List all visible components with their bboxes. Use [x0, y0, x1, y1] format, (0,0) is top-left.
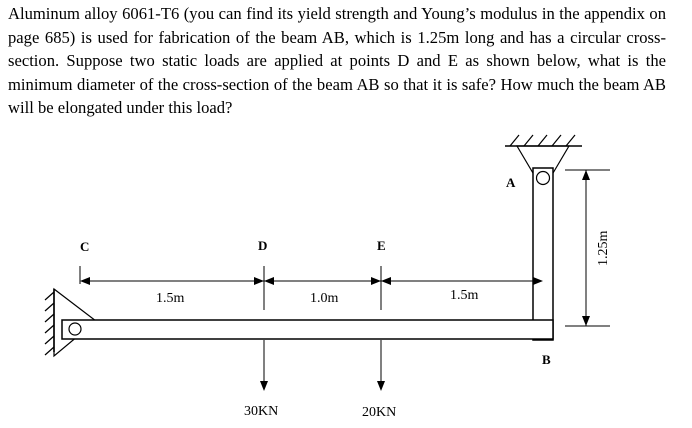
- label-e: E: [377, 238, 386, 253]
- dimension-de-label: 1.0m: [310, 291, 339, 306]
- horizontal-beam: [62, 320, 553, 339]
- load-arrow-e: [377, 340, 385, 391]
- pin-a: [537, 172, 550, 185]
- load-d-label: 30KN: [244, 404, 279, 419]
- member-ab: [533, 168, 553, 340]
- pin-c: [69, 323, 81, 335]
- label-b: B: [542, 352, 551, 367]
- dimension-ab-label: 1.25m: [596, 230, 611, 266]
- load-e-label: 20KN: [362, 405, 397, 420]
- problem-statement: Aluminum alloy 6061-T6 (you can find its yield strength and Young’s modulus in the appendix on page 685) is used for fabrication of the beam AB, which is 1.25m long and has a circular cross-section. Suppose two static loads are applied at points D and E as shown below, what is the minimum diameter of the cross-section of the beam AB so that it is safe? How much the beam AB will be elongated under this load?: [8, 4, 666, 117]
- dimension-eb-label: 1.5m: [450, 288, 479, 303]
- label-d: D: [258, 238, 268, 253]
- label-c: C: [80, 239, 90, 254]
- dimension-cd-label: 1.5m: [156, 291, 185, 306]
- label-a: A: [506, 175, 516, 190]
- load-arrow-d: [260, 340, 268, 391]
